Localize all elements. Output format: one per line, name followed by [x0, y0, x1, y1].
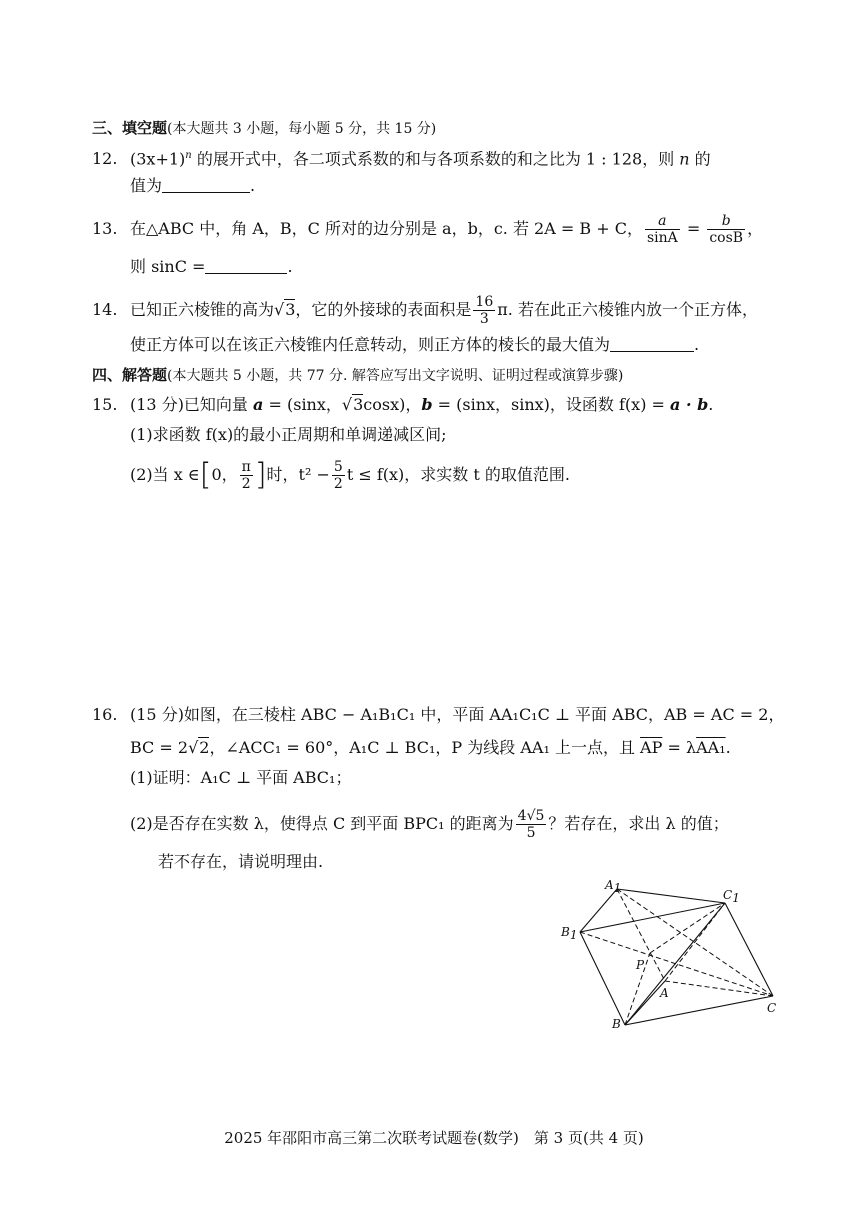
q15-part2-text-c: t ≤ f(x)，求实数 t 的取值范围. — [346, 465, 570, 484]
label-b: B — [612, 1017, 621, 1031]
q15-period: . — [708, 395, 714, 414]
q13-answer-blank[interactable] — [205, 257, 287, 274]
q15-text-c: cosx)， — [363, 395, 422, 414]
q15-vector-b: b — [421, 395, 433, 414]
label-c1: C1 — [723, 888, 740, 905]
q15-text-a: (13 分)已知向量 — [130, 395, 254, 414]
q16-part2-text-b: ？若存在，求出 λ 的值； — [548, 814, 729, 833]
prism-figure — [555, 875, 795, 1045]
q14-period: . — [694, 335, 700, 354]
q12-text: 的展开式中，各二项式系数的和与各项系数的和之比为 1 : 128，则 — [191, 149, 680, 169]
section-4-header — [92, 364, 623, 387]
q15-interval-start: 0， — [211, 465, 238, 484]
question-16-line-2: BC = 2√2，∠ACC₁ = 60°，A₁C ⊥ BC₁，P 为线段 AA₁ 上一点，且 $\overline{AP} = \lambda AA_1$. — [130, 738, 731, 757]
question-14-number: 14. — [92, 300, 118, 319]
question-15-line-1: 15. (13 分)已知向量 a = (sinx，√3cosx)，b = (sinx，sinx)，设函数 f(x) = a · b. — [92, 395, 714, 414]
question-13-line-1 — [92, 213, 763, 246]
q14-answer-prompt: 使正方体可以在该正六棱锥内任意转动，则正方体的棱长的最大值为 — [130, 335, 611, 354]
q16-period: . — [725, 738, 731, 757]
question-12-line-2 — [130, 175, 255, 197]
q16-fraction: $\frac{4√5}{5}$ — [517, 808, 545, 841]
question-12-number: 12. — [92, 149, 118, 169]
q16-part2-text-a: (2)是否存在实数 λ，使得点 C 到平面 BPC₁ 的距离为 — [130, 814, 514, 833]
question-16-part-1: (1)证明：A₁C ⊥ 平面 ABC₁； — [130, 768, 352, 787]
label-p: P — [636, 958, 645, 972]
q16-text-2b: ，∠ACC₁ = 60°，A₁C ⊥ BC₁，P 为线段 AA₁ 上一点，且 — [209, 738, 641, 757]
q15-interval-fraction: $\frac{\pi}{2}$ — [241, 459, 251, 492]
q13-period: . — [287, 257, 293, 276]
section-4-title: 四、解答题 — [92, 366, 168, 384]
q13-fraction-1: $\frac{a}{\sin A}$ — [646, 213, 678, 246]
question-15-part-1: (1)求函数 f(x)的最小正周期和单调递减区间; — [130, 425, 447, 444]
q13-comma: ， — [747, 219, 764, 238]
question-13-number: 13. — [92, 219, 118, 238]
q12-answer-blank[interactable] — [162, 176, 250, 193]
edge-a-c1 — [665, 903, 725, 981]
q15-vector-a: a — [253, 395, 264, 414]
q13-answer-prompt: 则 sinC = — [130, 257, 206, 276]
q15-dot-product: a · b — [670, 395, 709, 414]
q13-equals: = — [681, 219, 706, 238]
section-3-note: (本大题共 3 小题，每小题 5 分，共 15 分) — [167, 121, 437, 137]
q15-sqrt: 3 — [353, 395, 364, 414]
question-14-line-1: 14. 已知正六棱锥的高为√3，它的外接球的表面积是 $\frac{16}{3}$ π. 若在此正六棱锥内放一个正方体， — [92, 294, 758, 327]
q14-sqrt: 3 — [285, 300, 296, 319]
section-4-note: (本大题共 5 小题，共 77 分. 解答应写出文字说明、证明过程或演算步骤) — [167, 368, 624, 384]
q14-fraction: $\frac{16}{3}$ — [475, 294, 494, 327]
q16-sqrt: 2 — [199, 738, 210, 757]
question-14-line-2 — [130, 334, 699, 356]
q15-part2-text-b: 时，t² − — [266, 465, 330, 484]
section-3-header — [92, 117, 436, 140]
question-16-part-2 — [130, 808, 729, 841]
q16-vector-ap: $\overline{AP}$ — [640, 738, 663, 757]
q16-text-2c: = λ — [662, 738, 697, 757]
q15-part2-text-a: (2)当 x ∈ — [130, 465, 200, 484]
q14-answer-blank[interactable] — [610, 335, 694, 352]
q12-exponent: n — [185, 150, 192, 161]
question-15-part-2: (2)当 x ∈[0， $\frac{\pi}{2}$ ]时，t² − $\frac{5}{2}$ t ≤ f(x)，求实数 t 的取值范围. — [130, 457, 570, 493]
question-16-part-2-cont: 若不存在，请说明理由. — [158, 852, 324, 871]
q12-answer-prompt: 值为 — [130, 176, 163, 195]
q14-text-a: 已知正六棱锥的高为 — [130, 300, 275, 319]
q14-text-b: ，它的外接球的表面积是 — [295, 300, 472, 319]
question-16-number: 16. — [92, 705, 118, 724]
q13-fraction-2: $\frac{b}{\cos B}$ — [709, 213, 744, 246]
q14-text-c: π. 若在此正六棱锥内放一个正方体， — [497, 300, 758, 319]
label-a1: A1 — [605, 878, 622, 895]
edge-a1-c1 — [617, 889, 725, 903]
q12-expr: (3x+1) — [130, 149, 186, 169]
question-13-line-2 — [130, 256, 293, 278]
edge-a-c — [665, 981, 773, 996]
question-15-number: 15. — [92, 395, 118, 414]
label-c: C — [767, 1001, 777, 1015]
label-b1: B1 — [561, 925, 578, 942]
section-3-title: 三、填空题 — [92, 119, 168, 137]
q13-text: 在△ABC 中，角 A，B，C 所对的边分别是 a，b，c. 若 2A = B + C， — [130, 219, 643, 238]
q12-var: n — [679, 149, 690, 169]
q16-text-1: (15 分)如图，在三棱柱 ABC − A₁B₁C₁ 中，平面 AA₁C₁C ⊥ 平面 ABC，AB = AC = 2， — [130, 705, 785, 724]
question-16-line-1 — [92, 704, 784, 726]
label-a: A — [660, 986, 669, 1000]
q15-fraction: $\frac{5}{2}$ — [333, 459, 343, 492]
q12-period: . — [250, 176, 256, 195]
q12-text-end: 的 — [689, 149, 711, 169]
q16-text-2a: BC = 2 — [130, 738, 189, 757]
page-footer: 2025 年邵阳市高三第二次联考试题卷(数学) 第 3 页(共 4 页) — [224, 1129, 644, 1147]
q15-text-b: = (sinx， — [263, 395, 342, 414]
edge-b1-c — [580, 932, 773, 996]
q16-vector-aa1: AA₁ — [696, 738, 726, 757]
question-12-line-1 — [92, 145, 711, 170]
q15-text-d: = (sinx，sinx)，设函数 f(x) = — [432, 395, 671, 414]
edge-b1-b — [580, 932, 625, 1025]
